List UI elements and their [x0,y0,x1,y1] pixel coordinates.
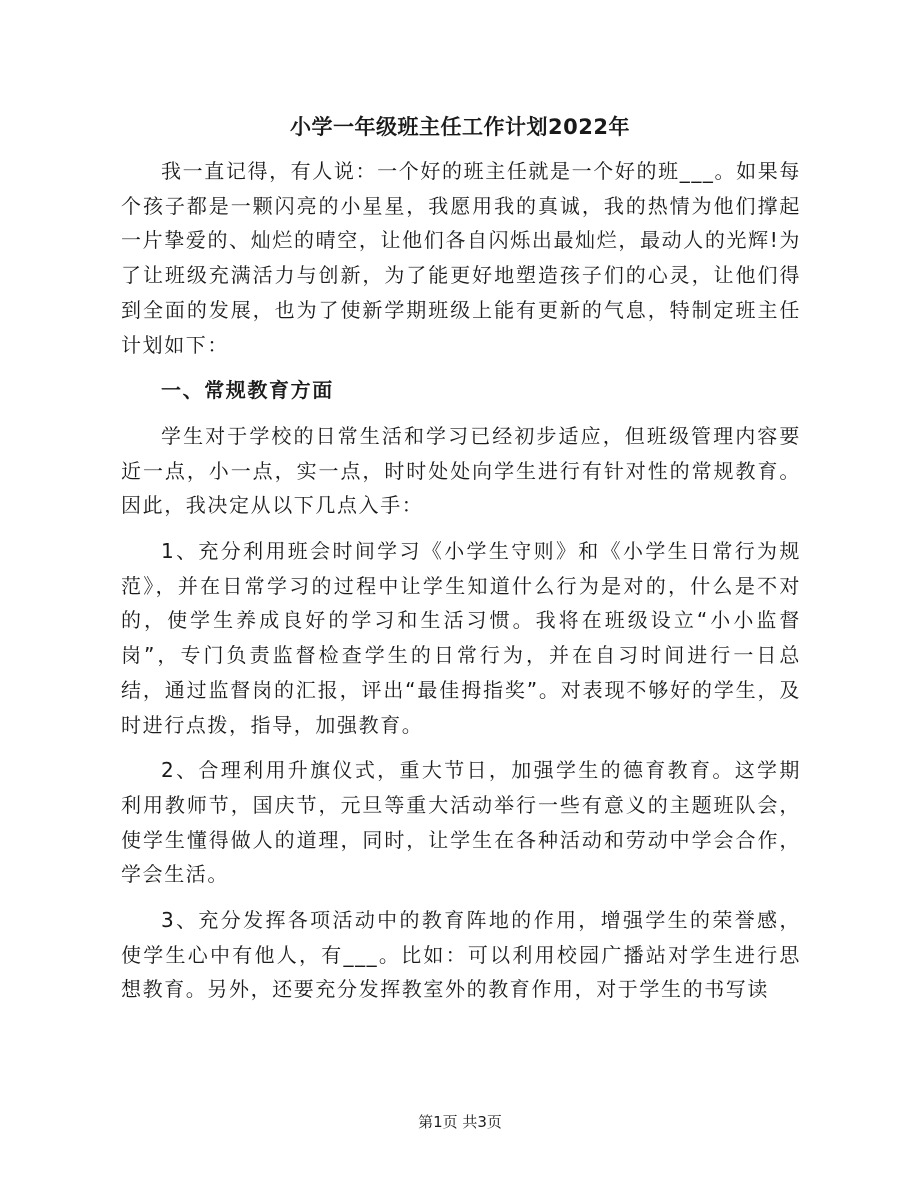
body-paragraph: 学生对于学校的日常生活和学习已经初步适应，但班级管理内容要近一点，小一点，实一点，时时处处向学生进行有针对性的常规教育。因此，我决定从以下几点入手： [121,423,801,518]
list-item-3: 3、充分发挥各项活动中的教育阵地的作用，增强学生的荣誉感，使学生心中有他人，有___。比如：可以利用校园广播站对学生进行思想教育。另外，还要充分发挥教室外的教育作用，对于学生的书写读 [121,908,801,1002]
section-heading: 一、常规教育方面 [161,378,334,403]
document-body [121,154,801,1007]
intro-paragraph: 我一直记得，有人说：一个好的班主任就是一个好的班___。如果每个孩子都是一颗闪亮的小星星，我愿用我的真诚，我的热情为他们撑起一片挚爱的、灿烂的晴空，让他们各自闪烁出最灿烂，最动人的光辉!为了让班级充满活力与创新，为了能更好地塑造孩子们的心灵，让他们得到全面的发展，也为了使新学期班级上能有更新的气息，特制定班主任计划如下： [121,159,801,357]
list-item-1: 1、充分利用班会时间学习《小学生守则》和《小学生日常行为规范》，并在日常学习的过程中让学生知道什么行为是对的，什么是不对的，使学生养成良好的学习和生活习惯。我将在班级设立“小小监督岗”，专门负责监督检查学生的日常行为，并在自习时间进行一日总结，通过监督岗的汇报，评出“最佳拇指奖”。对表现不够好的学生，及时进行点拨，指导，加强教育。 [121,539,801,737]
list-item-2: 2、合理利用升旗仪式，重大节日，加强学生的德育教育。这学期利用教师节，国庆节，元旦等重大活动举行一些有意义的主题班队会，使学生懂得做人的道理，同时，让学生在各种活动和劳动中学会合作，学会生活。 [121,758,801,887]
document-title: 小学一年级班主任工作计划2022年 [290,115,630,139]
page-number: 第1页 共3页 [418,1113,502,1131]
